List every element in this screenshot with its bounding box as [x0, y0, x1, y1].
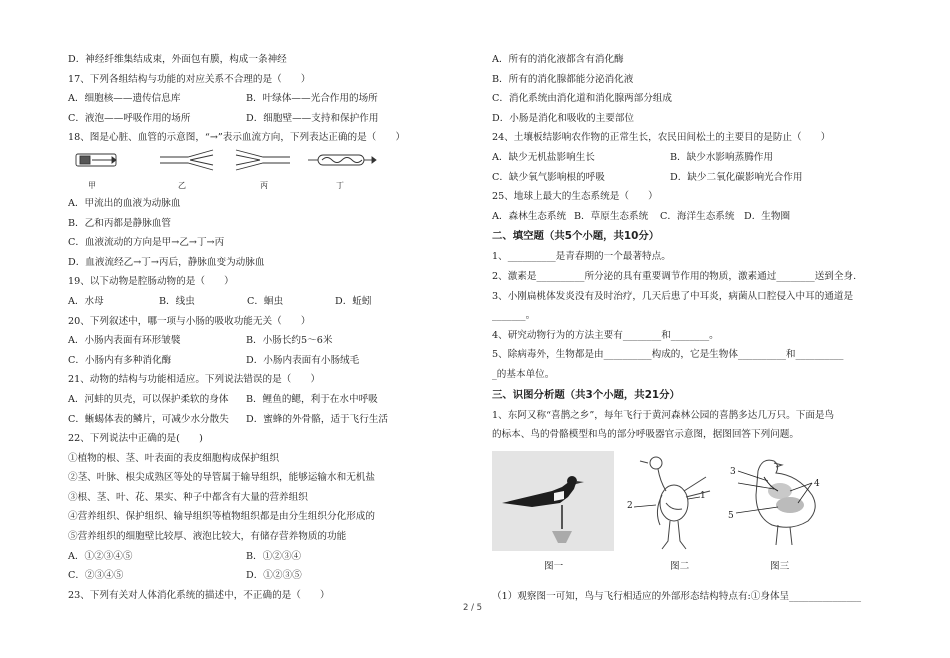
q16-option-d: D．神经纤维集结成束，外面包有膜，构成一条神经 [68, 54, 287, 65]
q19-option-b: B．线虫 [159, 295, 195, 307]
page-number: 2 / 5 [463, 603, 483, 613]
bird-figures [492, 449, 884, 587]
q22-options-cd [68, 566, 460, 586]
q24-option-d: D．缺少二氧化碳影响光合作用 [670, 171, 803, 183]
q21-option-b: B．鲤鱼的鳃，利于在水中呼吸 [246, 393, 378, 405]
q17-options-cd [68, 109, 460, 129]
q22-stem: 22、下列说法中正确的是( ) [68, 433, 203, 445]
label-jia: 甲 [88, 180, 96, 190]
q17-option-c: C．液泡——呼吸作用的场所 [68, 112, 191, 124]
q22-option-d: D．①②③⑤ [246, 570, 302, 582]
q24-options-ab [492, 148, 884, 168]
q25-option-b: B．草原生态系统 [574, 210, 649, 222]
problem-1-question-1: （1）观察图一可知，鸟与飞行相适应的外部形态结构特点有:①身体呈_______________ [492, 590, 862, 602]
q19-option-a: A．水母 [68, 295, 104, 307]
q20-option-c: C．小肠内有多种消化酶 [68, 354, 172, 366]
q22-option-b: B．①②③④ [246, 550, 302, 562]
q22-statement-1: ①植物的根、茎、叶表面的表皮细胞构成保护组织 [68, 452, 280, 464]
q20-stem: 20、下列叙述中，哪一项与小肠的吸收功能无关（ ） [68, 315, 311, 327]
q22-statement-5: ⑤营养组织的细胞壁比较厚、液泡比较大，有储存营养物质的功能 [68, 531, 347, 543]
fill-3-cont: _______。 [492, 310, 536, 322]
q20-option-a: A．小肠内表面有环形皱襞 [68, 335, 181, 347]
problem-1-intro-cont: 的标本、鸟的骨骼模型和鸟的部分呼吸器官示意图，据图回答下列问题。 [492, 429, 799, 441]
magpie-specimen-image [492, 451, 614, 551]
left-column [68, 50, 460, 605]
q21-options-cd [68, 410, 460, 430]
q18-stem: 18、图是心脏、血管的示意图，“→”表示血流方向，下列表达正确的是（ ） [68, 132, 406, 144]
q24-options-cd [492, 168, 884, 188]
q22-option-a: A．①②③④⑤ [68, 550, 133, 562]
q17-stem: 17、下列各组结构与功能的对应关系不合理的是（ ） [68, 73, 311, 85]
q21-stem: 21、动物的结构与功能相适应。下列说法错误的是（ ） [68, 374, 321, 386]
q22-statement-4: ④营养组织、保护组织、输导组织等植物组织都是由分生组织分化形成的 [68, 511, 375, 523]
q23-option-a: A．所有的消化液都含有消化酶 [492, 54, 624, 65]
q18-option-d: D．血液流经乙→丁→丙后，静脉血变为动脉血 [68, 256, 265, 268]
q17-option-a: A．细胞核——遗传信息库 [68, 93, 181, 105]
q24-option-a: A．缺少无机盐影响生长 [492, 151, 595, 163]
section-2-heading: 二、填空题（共5个小题，共10分） [492, 230, 660, 243]
q18-blood-vessel-diagram [68, 148, 460, 194]
q25-option-d: D．生物圈 [744, 210, 791, 222]
fill-5: 5、除病毒外，生物都是由__________构成的，它是生物体__________和__________ [492, 349, 844, 361]
label-bing: 丙 [260, 180, 268, 190]
q23-option-d: D．小肠是消化和吸收的主要部位 [492, 112, 635, 124]
fig3-label-3: 3 [730, 466, 736, 477]
section-3-heading: 三、识图分析题（共3个小题，共21分） [492, 388, 680, 401]
label-ding: 丁 [336, 180, 344, 190]
fig2-caption: 图二 [670, 560, 690, 572]
vessel-jia [76, 154, 116, 166]
q23-option-b: B．所有的消化腺都能分泌消化液 [492, 73, 634, 85]
q24-option-c: C．缺少氧气影响根的呼吸 [492, 171, 605, 183]
q20-option-d: D．小肠内表面有小肠绒毛 [246, 354, 360, 366]
fig1-caption: 图一 [544, 560, 564, 572]
fig2-label-2: 2 [627, 500, 633, 511]
q17-option-d: D．细胞壁——支持和保护作用 [246, 112, 379, 124]
fig2-label-1: 1 [700, 490, 706, 501]
q25-option-c: C．海洋生态系统 [660, 210, 735, 222]
q20-option-b: B．小肠长约5～6米 [246, 335, 333, 347]
right-column [492, 50, 884, 606]
q22-option-c: C．②③④⑤ [68, 570, 124, 582]
q23-option-c: C．消化系统由消化道和消化腺两部分组成 [492, 93, 673, 105]
bird-respiratory-image [728, 451, 828, 555]
q21-option-d: D．蜜蜂的外骨骼，适于飞行生活 [246, 413, 389, 425]
q23-stem: 23、下列有关对人体消化系统的描述中，不正确的是（ ） [68, 589, 330, 601]
fill-3: 3、小刚扁桃体发炎没有及时治疗，几天后患了中耳炎，病菌从口腔侵入中耳的通道是 [492, 290, 854, 302]
q20-options-ab [68, 331, 460, 351]
q21-option-a: A．河蚌的贝壳，可以保护柔软的身体 [68, 393, 229, 405]
q19-options [68, 292, 460, 312]
q25-options [492, 207, 884, 227]
q20-options-cd [68, 351, 460, 371]
q21-options-ab [68, 390, 460, 410]
fill-5-cont: _的基本单位。 [492, 368, 555, 380]
problem-1-intro: 1、东阿又称“喜鹊之乡”，每年飞行于黄河森林公园的喜鹊多达几万只。下面是鸟 [492, 409, 835, 421]
q25-option-a: A．森林生态系统 [492, 210, 567, 222]
bird-skeleton-image [626, 451, 722, 555]
q17-options-ab [68, 89, 460, 109]
q18-option-c: C．血液流动的方向是甲→乙→丁→丙 [68, 237, 225, 249]
fig3-label-4: 4 [814, 478, 820, 489]
q18-option-a: A．甲流出的血液为动脉血 [68, 197, 181, 209]
vessel-yi [160, 150, 213, 170]
fill-4: 4、研究动物行为的方法主要有________和________。 [492, 329, 719, 341]
q22-statement-3: ③根、茎、叶、花、果实、种子中都含有大量的营养组织 [68, 491, 308, 503]
q19-option-c: C．蛔虫 [247, 295, 284, 307]
fig3-label-5: 5 [728, 510, 734, 521]
vessel-bing [236, 150, 290, 170]
fill-1: 1、__________是青春期的一个最著特点。 [492, 251, 671, 263]
fig3-caption: 图三 [770, 560, 790, 572]
q25-stem: 25、地球上最大的生态系统是（ ） [492, 191, 658, 203]
q19-option-d: D．蚯蚓 [335, 295, 372, 307]
q22-statement-2: ②茎、叶脉、根尖成熟区等处的导管属于输导组织，能够运输水和无机盐 [68, 472, 375, 484]
q19-stem: 19、以下动物是腔肠动物的是（ ） [68, 276, 234, 288]
vessel-ding [308, 155, 376, 165]
q21-option-c: C．蜥蜴体表的鳞片，可减少水分散失 [68, 413, 229, 425]
q18-option-b: B．乙和丙都是静脉血管 [68, 217, 171, 229]
q22-options-ab [68, 547, 460, 567]
q24-option-b: B．缺少水影响蒸腾作用 [670, 151, 773, 163]
label-yi: 乙 [178, 180, 186, 190]
q24-stem: 24、土壤板结影响农作物的正常生长，农民田间松土的主要目的是防止（ ） [492, 132, 831, 144]
fill-2: 2、激素是__________所分泌的具有重要调节作用的物质，激素通过________送到全身. [492, 270, 857, 282]
q17-option-b: B．叶绿体——光合作用的场所 [246, 93, 378, 105]
